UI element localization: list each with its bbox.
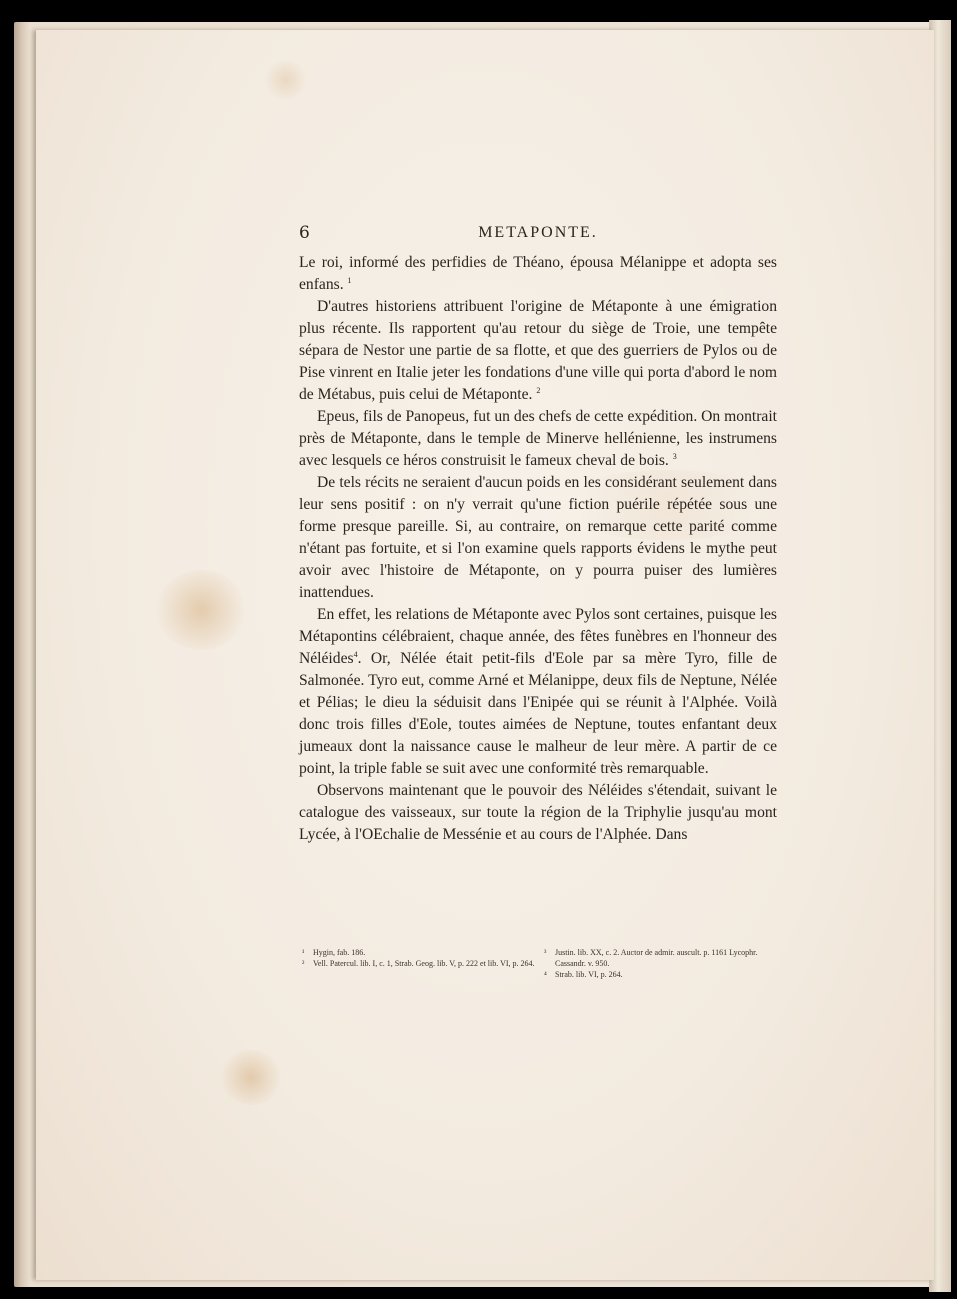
paragraph: De tels récits ne seraient d'aucun poids en les considérant seulement dans leur sens positif : on n'y verrait qu'une fiction puérile répétée sous une forme presque pareille. Si, au contraire, on remarque cette parité comme n'étant pas fortuite, et si l'on examine quels rapports évidens le mythe peut avoir avec l'histoire de Métaponte, on y pourra puiser des lumières inattendues.: [299, 474, 777, 601]
paragraph: Le roi, informé des perfidies de Théano, épousa Mélanippe et adopta ses enfans. $^1$: [299, 254, 777, 293]
footnotes-right-column: [544, 947, 782, 980]
paragraph: D'autres historiens attribuent l'origine de Métaponte à une émigration plus récente. Ils rapportent qu'au retour du siège de Troie, une tempête sépara de Nestor une partie de sa flotte, et que des guerriers de Pylos ou de Pise vinrent en Italie jeter les fondations d'une ville qui porta d'abord le nom de Métabus, puis celui de Métaponte. $^2$: [299, 298, 777, 403]
footnote-ref: 4: [353, 649, 358, 659]
footnote: ¹ Hygin, fab. 186.: [302, 948, 366, 957]
paragraph: Observons maintenant que le pouvoir des Néléides s'étendait, suivant le catalogue des vaisseaux, sur toute la région de la Triphylie jusqu'au mont Lycée, à l'OEchalie de Messénie et au cours de l'Alphée. Dans: [299, 782, 777, 843]
page-number: 6: [299, 223, 310, 243]
paragraph: En effet, les relations de Métaponte avec Pylos sont certaines, puisque les Métapontins célébraient, chaque année, des fêtes funèbres en l'honneur des Néléides$^4$. Or, Nélée était petit-fils d'Eole par sa mère Tyro, fille de Salmonée. Tyro eut, comme Arné et Mélanippe, deux fils de Neptune, Nélée et Pélias; le dieu la séduisit dans l'Enipée qui se réunit à l'Alphée. Voilà donc trois filles d'Eole, toutes aimées de Neptune, toutes enfantant deux jumeaux dont la naissance cause le malheur de leur mère. A partir de ce point, la triple fable se suit avec une conformité très remarquable.: [299, 606, 777, 777]
paragraph: Epeus, fils de Panopeus, fut un des chefs de cette expédition. On montrait près de Métaponte, dans le temple de Minerve hellénienne, les instrumens avec lesquels ce héros construisit le fameux cheval de bois. $^3$: [299, 408, 777, 469]
footnotes: [302, 947, 782, 980]
footnotes-left-column: [302, 947, 540, 980]
foxing-stain: [221, 1050, 281, 1105]
body-text: [299, 252, 777, 846]
footnote: ³ Justin. lib. XX, c. 2. Auctor de admir. auscult. p. 1161 Lycophr. Cassandr. v. 950.: [544, 948, 758, 968]
footnote-ref: 3: [672, 451, 677, 461]
footnote: ² Vell. Patercul. lib. I, c. 1, Strab. Geog. lib. V, p. 222 et lib. VI, p. 264.: [302, 959, 535, 968]
footnote-ref: 1: [347, 275, 352, 285]
page-header: [299, 223, 777, 249]
foxing-stain: [266, 60, 306, 100]
footnote-ref: 2: [536, 385, 541, 395]
running-title: METAPONTE.: [478, 224, 598, 241]
footnote: ⁴ Strab. lib. VI, p. 264.: [544, 970, 623, 979]
foxing-stain: [156, 570, 246, 650]
